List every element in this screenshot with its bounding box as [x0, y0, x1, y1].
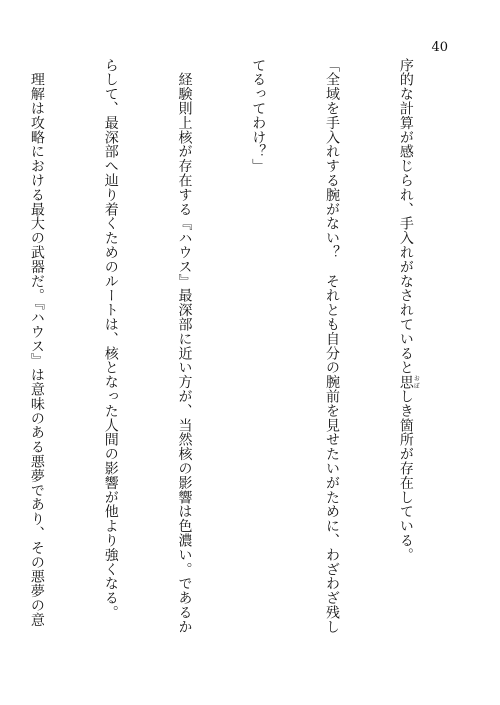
text-line-3: てるってわけ？」: [250, 58, 267, 174]
text-line-1: 序的な計算が感じられ、手入れがなされていると思おぼしき箇所が存在している。: [397, 58, 420, 563]
ruby-omobo: 思おぼ: [397, 374, 420, 390]
text-line-5: らして、最深部へ辿り着くためのルートは、核となった人間の影響が他より強くなる。: [102, 58, 119, 620]
text-line-6: 理解は攻略における最大の武器だ。『ハウス』は意味のある悪夢であり、その悪夢の意: [28, 58, 45, 627]
body-text: [0, 58, 468, 698]
text-line-4: 経験則上核が存在する『ハウス』最深部に近い方が、当然核の影響は色濃い。であるか: [176, 58, 193, 634]
page-number: 40: [431, 40, 448, 55]
text-line-2: 「全域を手入れする腕がない？ それとも自分の腕前を見せたいがために、わざわざ残し: [324, 58, 341, 634]
